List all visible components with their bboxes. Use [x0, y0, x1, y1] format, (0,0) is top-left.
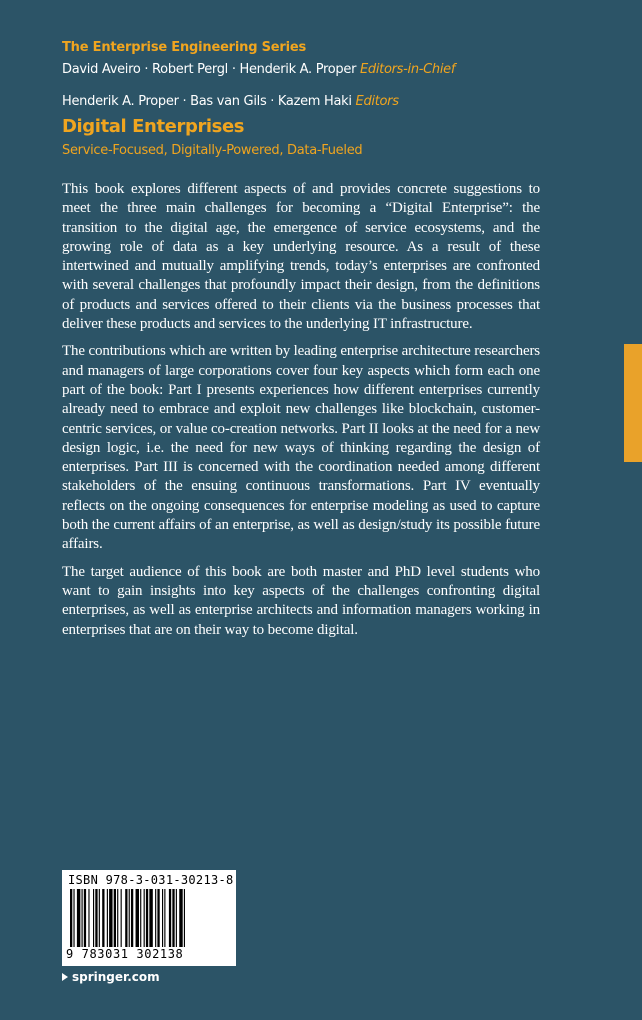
barcode-bar	[164, 889, 165, 947]
barcode-box	[62, 870, 236, 966]
series-editors-names: David Aveiro · Robert Pergl · Henderik A. Proper	[62, 62, 357, 77]
barcode-bar	[70, 889, 72, 947]
barcode-bar	[136, 889, 139, 947]
barcode-icon	[68, 889, 230, 947]
book-editors-names: Henderik A. Proper · Bas van Gils · Kazem Haki	[62, 94, 352, 109]
barcode-bar	[114, 889, 116, 947]
barcode-bar	[172, 889, 174, 947]
barcode-bar	[140, 889, 141, 947]
barcode-bar	[84, 889, 86, 947]
isbn-label: ISBN 978-3-031-30213-8	[68, 873, 234, 887]
barcode-bar	[73, 889, 74, 947]
publisher-link[interactable]	[62, 970, 160, 984]
barcode-bar	[155, 889, 156, 947]
barcode-bar	[95, 889, 97, 947]
publisher-url: springer.com	[72, 970, 160, 984]
barcode-digits: 9 783031 302138	[66, 947, 184, 961]
book-title: Digital Enterprises	[62, 116, 245, 137]
barcode-bar	[121, 889, 122, 947]
barcode-bar	[146, 889, 148, 947]
barcode-bar	[129, 889, 130, 947]
barcode-bar	[176, 889, 177, 947]
barcode-bar	[102, 889, 104, 947]
barcode-bar	[99, 889, 100, 947]
barcode-bar	[117, 889, 118, 947]
barcode-bar	[162, 889, 163, 947]
barcode-bar	[184, 889, 185, 947]
blurb	[62, 180, 540, 648]
barcode-bar	[107, 889, 108, 947]
series-editors	[62, 62, 455, 77]
barcode-bar	[131, 889, 133, 947]
barcode-bar	[88, 889, 89, 947]
blurb-paragraph-1: This book explores different aspects of and provides concrete suggestions to meet the three main challenges for becoming a “Digital Enterprise”: the transition to the digital age, the emergence of service ecosystems, and the growing role of data as a key underlying resource. As a result of these intertwined and mutually amplifying trends, today’s enterprises are confronted with several challenges that profoundly impact their design, from the definitions of products and services offered to their clients via the business processes that deliver these products and services to the underlying IT infrastructure.	[62, 181, 540, 333]
barcode-bar	[169, 889, 171, 947]
book-subtitle: Service-Focused, Digitally-Powered, Data-Fueled	[62, 143, 363, 158]
barcode-bar	[82, 889, 83, 947]
spine-color-tab	[624, 344, 642, 462]
blurb-paragraph-2: The contributions which are written by leading enterprise architecture researchers and managers of large corporations cover four key aspects which form each one part of the book: Part I presents experiences how different enterprises currently already need to embrace and exploit new challenges like blockchain, customer-centric services, or value co-creation networks. Part II looks at the need for a new design logic, i.e. the need for new ways of thinking regarding the design of enterprises. Part III is concerned with the coordination needed among different stakeholders of the ensuing continuous transformations. Part IV eventually reflects on the ongoing consequences for enterprise modeling as used to capture both the current affairs of an enterprise, as well as design/study its possible future affairs.	[62, 343, 540, 553]
barcode-bar	[93, 889, 94, 947]
series-editors-role: Editors-in-Chief	[359, 62, 456, 77]
barcode-bar	[179, 889, 182, 947]
series-title: The Enterprise Engineering Series	[62, 40, 307, 55]
book-editors	[62, 94, 399, 109]
blurb-paragraph-3: The target audience of this book are both master and PhD level students who want to gain insights into key aspects of the challenges confronting digital enterprises, as well as enterprise architects and information managers working in enterprises that are on their way to become digital.	[62, 563, 540, 638]
barcode-bar	[144, 889, 145, 947]
book-editors-role: Editors	[355, 94, 399, 109]
barcode-bar	[125, 889, 127, 947]
barcode-bar	[109, 889, 112, 947]
barcode-bar	[149, 889, 152, 947]
arrow-icon	[62, 973, 68, 981]
barcode-bar	[157, 889, 159, 947]
barcode-bar	[77, 889, 80, 947]
